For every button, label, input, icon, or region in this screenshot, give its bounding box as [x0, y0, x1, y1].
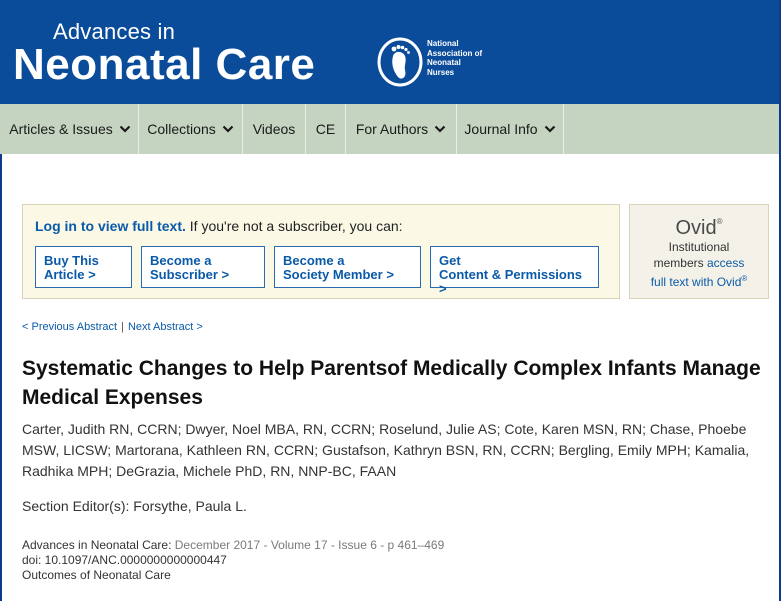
button-line: Become a — [283, 253, 345, 268]
site-header — [0, 0, 781, 104]
button-line: Society Member > — [283, 267, 394, 282]
section-editor: Section Editor(s): Forsythe, Paula L. — [22, 498, 247, 514]
button-line: Content & Permissions > — [439, 267, 583, 296]
logo-text-line: Neonatal — [427, 58, 461, 68]
article-category: Outcomes of Neonatal Care — [22, 568, 171, 582]
brand-large-title[interactable]: Neonatal Care — [13, 40, 316, 89]
footprint-icon[interactable] — [377, 37, 423, 87]
article-pagination — [22, 321, 203, 333]
logo-text-line: National — [427, 39, 459, 48]
article-authors: Carter, Judith RN, CCRN; Dwyer, Noel MBA, RN, CCRN; Roselund, Julie AS; Cote, Karen MSN, RN; Chase, Phoebe MSW, LICSW; Martorana, Kathleen RN, CCRN; Gustafson, Kathryn BSN, RN, CCRN; Bergling, Emily MPH; Kamalia, Radhika MPH; DeGrazia, Michele PhD, RN, NNP-BC, FAAN — [22, 421, 750, 479]
nav-label: Journal Info — [464, 121, 538, 137]
button-line: Buy This — [44, 253, 99, 268]
become-subscriber-button[interactable] — [141, 246, 265, 288]
previous-abstract-link[interactable]: < Previous Abstract — [22, 321, 118, 333]
ovid-line — [630, 255, 768, 271]
get-content-permissions-button[interactable] — [430, 246, 599, 296]
subscriber-text: If you're not a subscriber, you can: — [185, 218, 403, 234]
registered-mark: ® — [716, 217, 723, 226]
ovid-message — [630, 239, 768, 290]
nav-collections[interactable] — [139, 104, 243, 154]
nav-label: Videos — [252, 121, 296, 137]
logo-text-line: Nurses — [427, 67, 455, 77]
doi: doi: 10.1097/ANC.0000000000000447 — [22, 553, 227, 567]
nav-label: For Authors — [355, 121, 429, 137]
become-society-member-button[interactable] — [274, 246, 421, 288]
logo-text-line: Association of — [427, 48, 483, 58]
citation-line — [22, 538, 444, 553]
ovid-logo-text: Ovid — [675, 217, 717, 239]
nav-for-authors[interactable] — [346, 104, 457, 154]
registered-mark: ® — [741, 274, 748, 283]
ovid-line: Institutional — [668, 240, 730, 254]
nav-journal-info[interactable] — [457, 104, 564, 154]
next-abstract-link[interactable]: Next Abstract > — [127, 321, 203, 333]
nav-articles-issues[interactable] — [2, 104, 139, 154]
ovid-access-link[interactable]: access — [706, 256, 745, 270]
login-link[interactable]: Log in to view full text. — [35, 218, 186, 234]
article-title: Systematic Changes to Help Parentsof Medically Complex Infants Manage Medical Expenses — [22, 357, 761, 409]
access-options-box — [22, 204, 620, 299]
logo-text — [427, 39, 497, 77]
ovid-logo[interactable] — [630, 217, 768, 240]
brand-small-title[interactable]: Advances in — [53, 19, 176, 44]
issue-info: December 2017 - Volume 17 - Issue 6 - p 461–469 — [174, 538, 445, 552]
chevron-down-icon — [222, 124, 234, 134]
access-message — [35, 218, 403, 234]
chevron-down-icon — [434, 124, 446, 134]
nav-label: CE — [315, 121, 336, 137]
nav-ce[interactable] — [306, 104, 346, 154]
chevron-down-icon — [119, 124, 131, 134]
journal-name: Advances in Neonatal Care: — [22, 538, 175, 552]
article-citation — [22, 538, 444, 583]
button-line: Get — [439, 253, 461, 268]
nav-label: Articles & Issues — [9, 121, 113, 137]
ovid-access-box — [629, 204, 769, 299]
ovid-line-text: members — [653, 256, 707, 270]
buy-article-button[interactable] — [35, 246, 132, 288]
nav-separator: | — [121, 321, 124, 333]
button-line: Subscriber > — [150, 267, 230, 282]
ovid-line — [630, 271, 768, 290]
chevron-down-icon — [544, 124, 556, 134]
ovid-full-text-link[interactable]: full text with Ovid — [650, 275, 742, 289]
button-line: Become a — [150, 253, 212, 268]
nav-videos[interactable] — [243, 104, 306, 154]
button-line: Article > — [44, 267, 96, 282]
nav-label: Collections — [147, 121, 216, 137]
